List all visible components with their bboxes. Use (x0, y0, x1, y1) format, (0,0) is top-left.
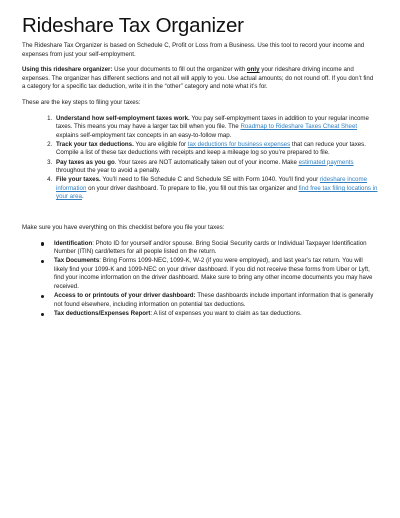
step-text: throughout the year to avoid a penalty. (56, 167, 161, 175)
rideshare-income-link[interactable]: rideshare income information (56, 176, 367, 192)
step-item (54, 141, 378, 158)
page-title: Rideshare Tax Organizer (22, 14, 244, 37)
step-heading: Pay taxes as you go (56, 158, 115, 166)
roadmap-cheat-sheet-link[interactable]: Roadmap to Rideshare Taxes Cheat Sheet (240, 123, 358, 131)
step-item (54, 115, 378, 141)
checklist-item (54, 310, 378, 319)
step-text: You’ll need to file Schedule C and Schedule SE with Form 1040. You’ll find your (100, 176, 320, 184)
step-text: that can reduce your taxes. Compile a list of these tax deductions with receipts and keep a mileage log so you’re prepared to file. (56, 140, 366, 157)
checklist (22, 240, 378, 319)
usage-text-2: your rideshare driving income and expenses. The organizer has different sections and not all will apply to you. Use actual amounts; do not round off. If you don’t find a category for a specific tax deduction, write it in the “other” category and note what it’s for. (22, 66, 374, 91)
usage-only: only (246, 66, 260, 74)
checklist-heading: Tax Documents (54, 257, 100, 265)
checklist-item (54, 240, 378, 257)
step-item (54, 176, 378, 202)
estimated-payments-link[interactable]: estimated payments (298, 158, 354, 166)
intro-paragraph: The Rideshare Tax Organizer is based on Schedule C, Profit or Loss from a Business. Use this tool to record your income and expenses from just your self-employment. (22, 42, 365, 58)
step-text: . (81, 193, 84, 201)
step-item (54, 159, 378, 176)
step-text: You are eligible for (133, 140, 188, 148)
free-tax-filing-link[interactable]: find free tax filing locations in your area (56, 184, 378, 201)
checklist-heading: Tax deductions/Expenses Report (54, 309, 151, 317)
step-text: You pay self-employment taxes in addition to your regular income taxes. This means you may have a larger tax bill when you file. The (56, 114, 369, 131)
checklist-text: : Bring Forms 1099-NEC, 1099-K, W-2 (if you were employed), and last year’s tax return. You will likely find your 1099-K and 1099-NEC on your driver dashboard. If you did not receive these forms from Uber or Lyft, find your income information on the driver dashboard. Make sure to bring any other income documents you may have received. (54, 257, 373, 291)
usage-lead: Using this rideshare organizer: (22, 66, 113, 74)
step-heading: File your taxes. (56, 176, 101, 184)
usage-paragraph (22, 66, 378, 92)
checklist-heading: Identification (54, 239, 93, 247)
steps-list (22, 115, 378, 202)
usage-text-1: Use your documents to fill out the organizer with (112, 66, 247, 74)
step-text: on your driver dashboard. To prepare to file, you fill out this tax organizer and (86, 184, 299, 192)
steps-intro: These are the key steps to filing your taxes: (22, 98, 141, 106)
step-text: . Your taxes are NOT automatically taken out of your income. Make (114, 158, 299, 166)
step-heading: Track your tax deductions. (56, 140, 134, 148)
checklist-text: : Photo ID for yourself and/or spouse. Bring Social Security cards or Individual Taxpayer Identification Number (ITIN) card/letters for all people listed on the return. (54, 239, 367, 256)
checklist-heading: Access to or printouts of your driver dashboard: (54, 292, 196, 300)
checklist-item (54, 257, 378, 291)
step-heading: Understand how self-employment taxes work. (56, 114, 190, 122)
tax-deductions-link[interactable]: tax deductions for business expenses (187, 140, 291, 148)
step-text: explains self-employment tax concepts in an easy-to-follow map. (56, 131, 232, 139)
checklist-text: These dashboards include important information that is generally not found elsewhere, including information on potential tax deductions. (54, 292, 374, 308)
checklist-intro: Make sure you have everything on this checklist before you file your taxes: (22, 224, 225, 231)
checklist-item (54, 292, 378, 309)
checklist-text: : A list of expenses you want to claim as tax deductions. (150, 309, 302, 317)
